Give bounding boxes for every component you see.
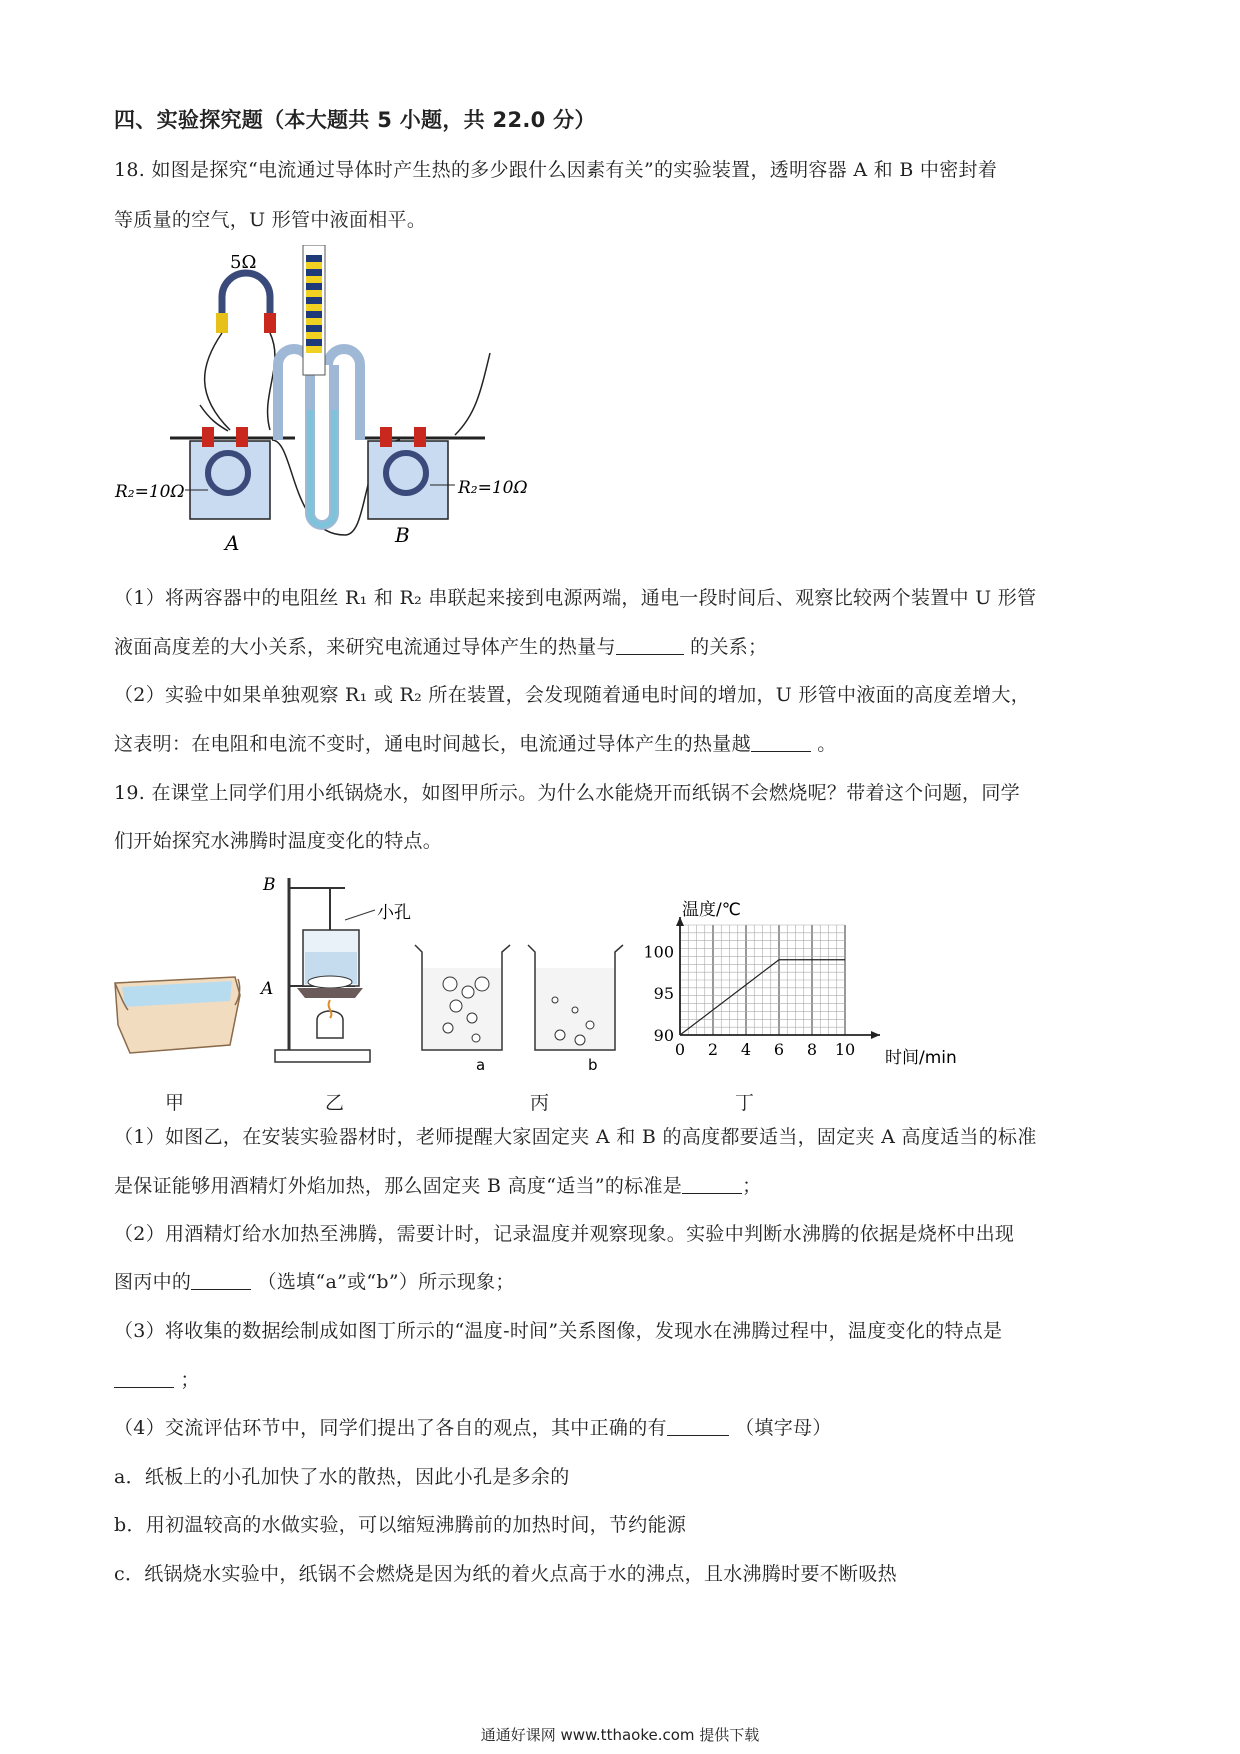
caption-jia: 甲 [165,1092,185,1114]
answer-blank[interactable] [114,1369,174,1388]
x-tick-label: 10 [834,1040,856,1059]
x-tick-label: 6 [773,1040,785,1059]
q18-part2-line2 [114,729,837,756]
q19-part1-text: 是保证能够用酒精灯外焰加热，那么固定夹 B 高度“适当”的标准是 [114,1175,683,1197]
q19-part1-line1: （1）如图乙，在安装实验器材时，老师提醒大家固定夹 A 和 B 的高度都要适当，固定夹 A 高度适当的标准 [114,1126,1037,1148]
y-axis-label: 温度/℃ [682,900,741,920]
q19-part4-text: （4）交流评估环节中，同学们提出了各自的观点，其中正确的有 [114,1417,667,1439]
heating-stand-figure [255,870,425,1070]
q18-part1-text: 液面高度差的大小关系，来研究电流通过导体产生的热量与 [114,636,616,658]
q18-stem-line1: 18. 如图是探究“电流通过导体时产生热的多少跟什么因素有关”的实验装置，透明容器 A 和 B 中密封着 [114,159,998,181]
q18-circuit-figure [110,245,600,565]
x-tick-label: 0 [674,1040,686,1059]
clamp-a-label: A [261,979,274,999]
q18-part2-tail: 。 [810,733,837,755]
beaker-b [528,945,623,1050]
x-tick-label: 4 [740,1040,752,1059]
q19-stem-line2: 们开始探究水沸腾时温度变化的特点。 [114,830,443,852]
label-container-a: A [225,531,240,555]
section-title: 四、实验探究题（本大题共 5 小题，共 22.0 分） [114,108,596,132]
q19-part3-line2 [114,1365,200,1392]
q19-option-b: b．用初温较高的水做实验，可以缩短沸腾前的加热时间，节约能源 [114,1514,687,1536]
q19-stem-line1: 19. 在课堂上同学们用小纸锅烧水，如图甲所示。为什么水能烧开而纸锅不会燃烧呢？带着这个问题，同学 [114,782,1020,804]
x-axis-label: 时间/min [885,1048,957,1068]
caption-bing: 丙 [530,1092,550,1114]
paper-pot-figure [110,965,245,1060]
q19-part4-line [114,1413,832,1440]
q18-part2-line1: （2）实验中如果单独观察 R₁ 或 R₂ 所在装置，会发现随着通电时间的增加，U 形管中液面的高度差增大， [114,684,1031,706]
beaker-a [415,945,510,1050]
beakers-figure [410,940,630,1075]
q19-part2-tail: （选填“a”或“b”）所示现象； [251,1271,515,1293]
beaker-a-label: a [476,1056,486,1074]
q18-part2-text: 这表明：在电阻和电流不变时，通电时间越长，电流通过导体产生的热量越 [114,733,751,755]
x-tick-label: 2 [707,1040,719,1059]
resistor-5ohm-label: 5Ω [230,252,257,273]
q18-part1-tail: 的关系； [683,636,768,658]
q19-part2-text: 图丙中的 [114,1271,192,1293]
small-hole-label: 小孔 [377,903,411,923]
q18-stem-line2: 等质量的空气，U 形管中液面相平。 [114,209,427,231]
y-tick-label: 90 [653,1026,674,1045]
q18-part1-line1: （1）将两容器中的电阻丝 R₁ 和 R₂ 串联起来接到电源两端，通电一段时间后、观察比较两个装置中 U 形管 [114,587,1037,609]
page-footer: 通通好课网 www.tthaoke.com 提供下载 [480,1726,760,1744]
q19-part1-line2 [114,1171,761,1198]
scale-ticks [306,255,322,353]
answer-blank[interactable] [191,1271,251,1290]
top-right-terminal [264,313,276,333]
q18-part1-line2 [114,632,767,659]
clamp-b-label: B [263,875,276,895]
top-resistor-coil [222,273,270,325]
q19-part1-tail: ； [742,1175,762,1197]
answer-blank[interactable] [682,1175,742,1194]
label-r2-right: R₂=10Ω [458,478,528,498]
q19-part4-tail: （填字母） [728,1417,832,1439]
temperature-time-chart [640,895,980,1080]
q19-part2-line1: （2）用酒精灯给水加热至沸腾，需要计时，记录温度并观察现象。实验中判断水沸腾的依据是烧杯中出现 [114,1223,1015,1245]
y-tick-label: 100 [643,942,674,962]
label-container-b: B [395,523,410,547]
beaker-b-label: b [588,1056,598,1074]
answer-blank[interactable] [667,1417,729,1436]
answer-blank[interactable] [751,733,811,752]
caption-yi: 乙 [325,1092,345,1114]
label-r2-left: R₂=10Ω [115,482,185,502]
x-tick-label: 8 [806,1040,818,1059]
q19-part2-line2 [114,1267,515,1294]
y-tick-label: 95 [653,984,674,1004]
caption-ding: 丁 [735,1092,755,1114]
q19-option-c: c．纸锅烧水实验中，纸锅不会燃烧是因为纸的着火点高于水的沸点，且水沸腾时要不断吸热 [114,1563,897,1585]
x-axis-arrow [871,1031,880,1039]
answer-blank[interactable] [616,636,684,655]
q19-part3-line1: （3）将收集的数据绘制成如图丁所示的“温度-时间”关系图像，发现水在沸腾过程中，温度变化的特点是 [114,1320,1003,1342]
top-left-terminal [216,313,228,333]
q19-option-a: a．纸板上的小孔加快了水的散热，因此小孔是多余的 [114,1466,570,1488]
q19-part3-tail: ； [174,1369,200,1391]
